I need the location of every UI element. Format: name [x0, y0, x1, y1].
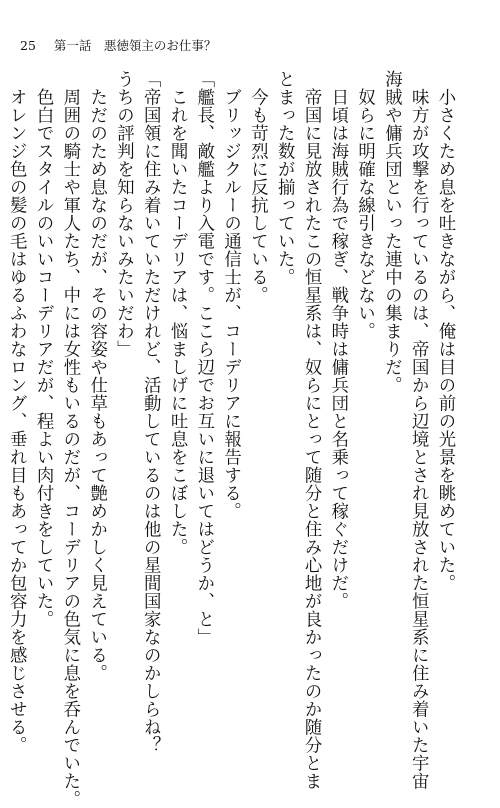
text-line: 色白でスタイルのいいコーデリアだが、程よい肉付きをしていた。: [33, 70, 54, 628]
text-line: 周囲の騎士や軍人たち、中には女性もいるのだが、コーデリアの色気に息を呑んでいた。: [59, 70, 80, 808]
text-line: とまった数が揃っていた。: [274, 70, 295, 286]
page-number: 25: [20, 38, 36, 53]
text-line: 海賊や傭兵団といった連中の集まりだ。: [381, 70, 402, 394]
text-line: 今も苛烈に反抗している。: [247, 70, 268, 304]
text-line: ただのため息なのだが、その容姿や仕草もあって艶めかしく見えている。: [86, 70, 107, 682]
text-line: 日頃は海賊行為で稼ぎ、戦争時は傭兵団と名乗って稼ぐだけだ。: [327, 70, 348, 610]
text-line: オレンジ色の髪の毛はゆるふわなロング、垂れ目もあってか包容力を感じさせる。: [6, 70, 27, 754]
text-line: 「艦長、敵艦より入電です。ここら辺でお互いに退いてはどうか、と」: [193, 70, 214, 646]
chapter-title: 第一話 悪徳領主のお仕事？: [53, 38, 217, 53]
text-line: これを聞いたコーデリアは、悩ましげに吐息をこぼした。: [167, 70, 188, 556]
text-line: 「帝国領に住み着いていただけれど、活動しているのは他の星間国家なのかしらね？: [140, 70, 161, 754]
page-header: [20, 36, 216, 54]
text-line: 味方が攻撃を行っているのは、帝国から辺境とされ見放された恒星系に住み着いた宇宙: [408, 70, 429, 790]
body-text: [6, 70, 458, 808]
text-line: 小さくため息を吐きながら、俺は目の前の光景を眺めていた。: [435, 70, 455, 592]
text-line: ブリッジクルーの通信士が、コーデリアに報告する。: [220, 70, 241, 520]
text-line: 帝国に見放されたこの恒星系は、奴らにとって随分と住み心地が良かったのか随分とま: [301, 70, 322, 790]
text-line: うちの評判を知らないみたいだわ」: [113, 70, 134, 358]
text-line: 奴らに明確な線引きなどない。: [354, 70, 375, 340]
